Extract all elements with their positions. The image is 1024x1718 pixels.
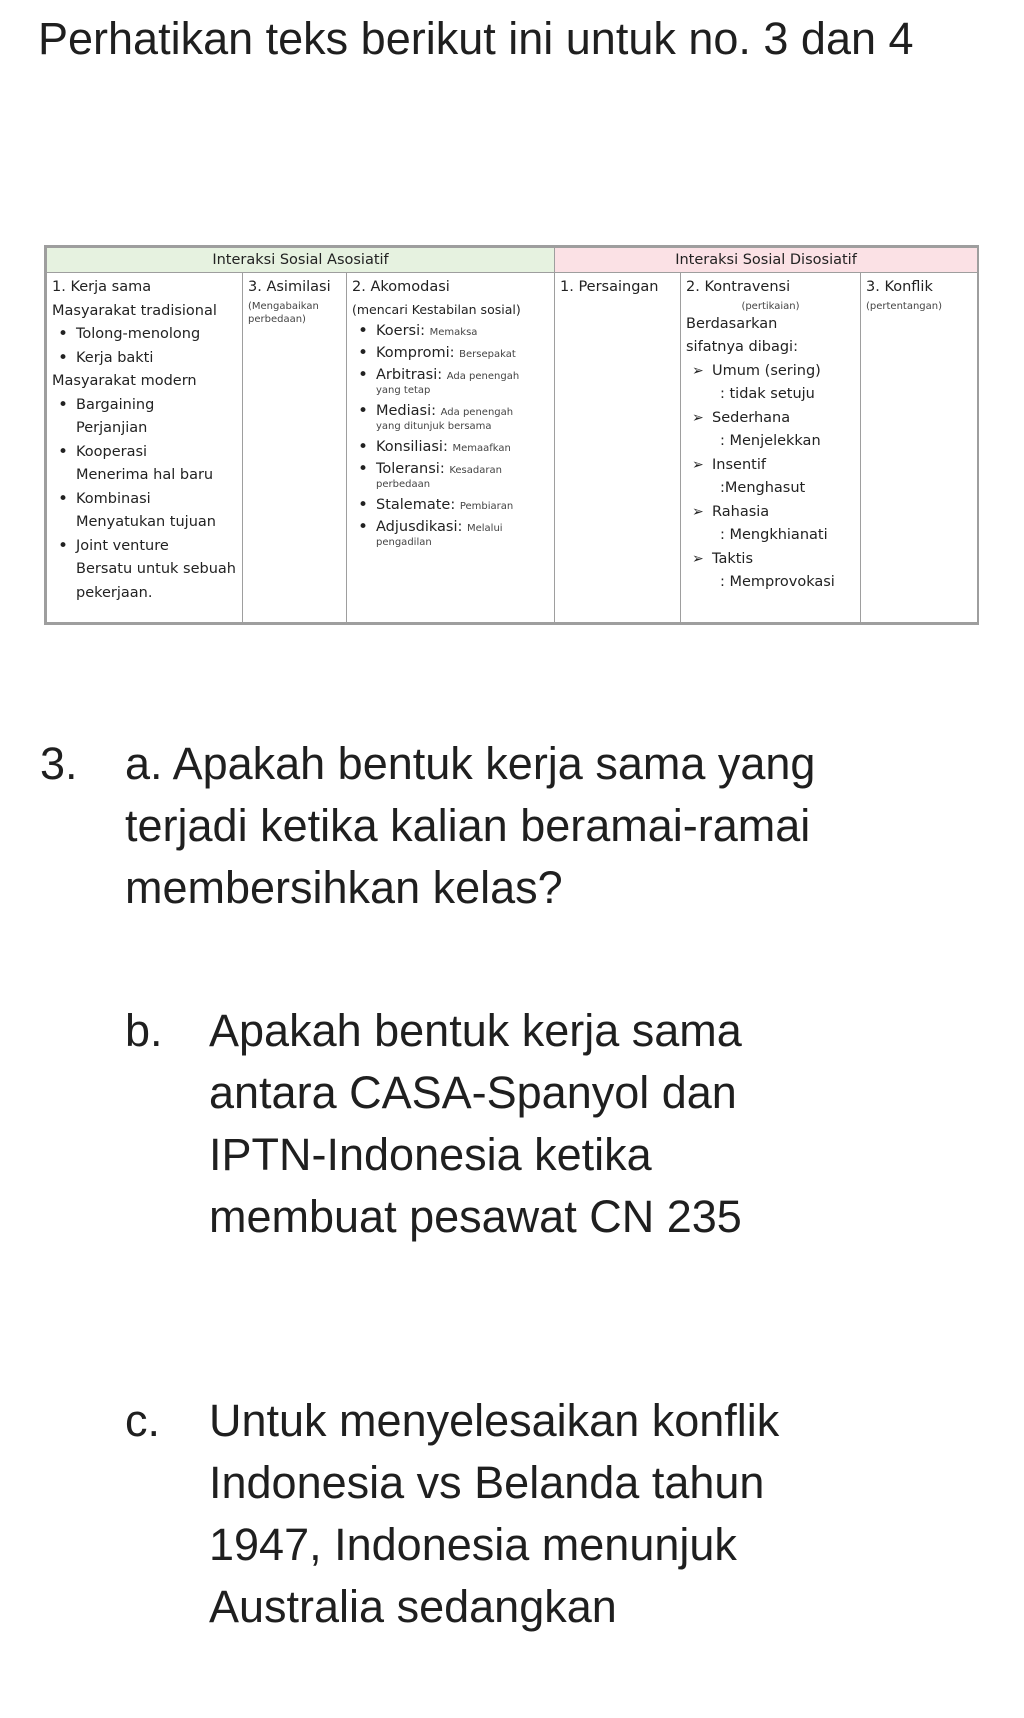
list-item-desc: Menyatukan tujuan [76,514,216,530]
kontravensi-note: (pertikaian) [741,300,800,312]
list-item: • Tolong-menolong [52,323,237,347]
cell-asimilasi [243,273,347,623]
kontravensi-title: 2. Kontravensi [686,279,791,295]
list-item: • Kerja bakti [52,347,237,371]
cell-kerja-sama [47,273,243,623]
cell-kontravensi [681,273,861,623]
list-item: • Joint venture [52,535,237,559]
list-item: • Stalemate: Pembiaran [352,494,549,516]
intro-text: Perhatikan teks berikut ini untuk no. 3 dan 4 [38,13,914,64]
list-item: ➢ Taktis [686,548,855,572]
konflik-title: 3. Konflik [866,279,933,295]
list-item: • Kombinasi [52,488,237,512]
list-item: ➢ Sederhana [686,407,855,431]
kerja-sama-title: 1. Kerja sama [52,279,152,295]
list-item-desc: Menerima hal baru [76,467,214,483]
question-number: 3. [40,738,78,789]
list-item-desc: : Mengkhianati [720,527,828,543]
asimilasi-note: (Mengabaikan perbedaan) [248,300,319,325]
question-a [125,733,905,919]
list-item-desc: : Menjelekkan [720,433,821,449]
akomodasi-note: (mencari Kestabilan sosial) [352,301,521,317]
list-item: • Toleransi: Kesadaran [352,458,549,480]
list-item: • Konsiliasi: Memaafkan [352,436,549,458]
question-a-letter: a. [125,738,163,789]
kontravensi-intro-2: sifatnya dibagi: [686,339,798,355]
question-b-letter: b. [125,1005,163,1056]
list-item: ➢ Insentif [686,454,855,478]
cell-persaingan [555,273,681,623]
persaingan-title: 1. Persaingan [560,279,659,295]
list-item-sub: pengadilan [376,536,432,548]
list-item-desc: Perjanjian [76,420,148,436]
question-c-text: Untuk menyelesaikan konflik Indonesia vs Belanda tahun 1947, Indonesia menunjuk Australia sedangkan [209,1395,780,1632]
masyarakat-tradisional-label: Masyarakat tradisional [52,302,217,319]
list-item-desc: : tidak setuju [720,386,815,402]
header-asosiatif: Interaksi Sosial Asosiatif [47,248,555,273]
masyarakat-modern-label: Masyarakat modern [52,373,197,389]
list-item-desc: : Memprovokasi [720,574,835,590]
cell-akomodasi [347,273,555,623]
list-item-desc: Bersatu untuk sebuah pekerjaan. [76,561,236,601]
kontravensi-intro-1: Berdasarkan [686,315,778,332]
list-item: ➢ Umum (sering) [686,360,855,384]
header-disosiatif: Interaksi Sosial Disosiatif [555,248,978,273]
akomodasi-title: 2. Akomodasi [352,279,450,295]
list-item-sub: perbedaan [376,478,431,490]
list-item: • Bargaining [52,394,237,418]
asimilasi-title: 3. Asimilasi [248,279,331,295]
konflik-note: (pertentangan) [866,300,943,312]
list-item: • Koersi: Memaksa [352,320,549,342]
list-item: • Arbitrasi: Ada penengah [352,364,549,386]
question-a-text: Apakah bentuk kerja sama yang terjadi ketika kalian beramai-ramai membersihkan kelas? [125,738,816,913]
list-item-sub: yang ditunjuk bersama [376,420,492,432]
question-c-letter: c. [125,1395,161,1446]
list-item: • Mediasi: Ada penengah [352,400,549,422]
list-item: • Adjusdikasi: Melalui [352,516,549,538]
cell-konflik [861,273,978,623]
list-item: ➢ Rahasia [686,501,855,525]
list-item-sub: yang tetap [376,384,431,396]
list-item: • Kooperasi [52,441,237,465]
list-item: • Kompromi: Bersepakat [352,342,549,364]
list-item-desc: :Menghasut [720,480,806,496]
interaksi-sosial-table [44,245,979,625]
question-b-text: Apakah bentuk kerja sama antara CASA-Spanyol dan IPTN-Indonesia ketika membuat pesawat CN 235 [209,1005,742,1242]
